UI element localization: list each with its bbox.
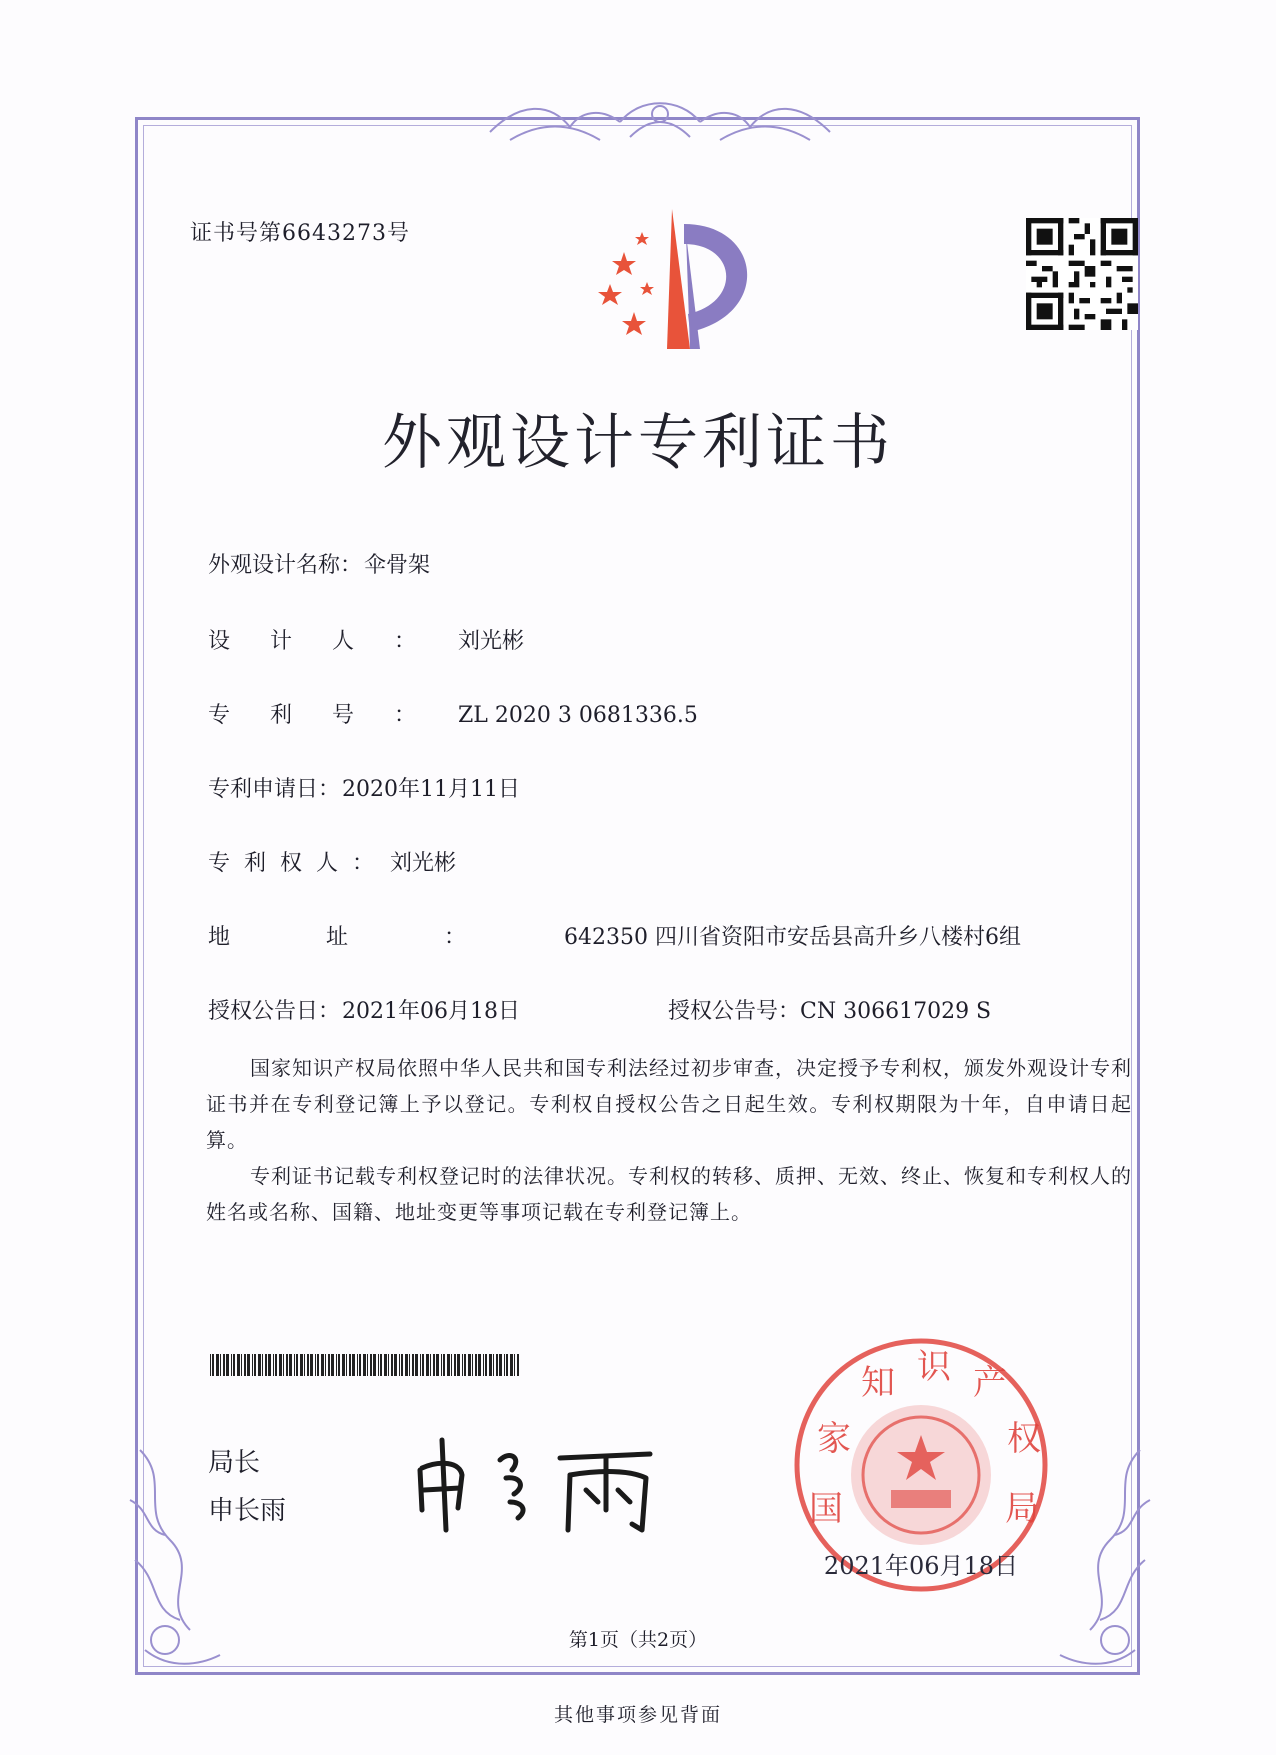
field-design-name [208,548,430,579]
director-signature [410,1430,670,1540]
body-paragraph-2: 专利证书记载专利权登记时的法律状况。专利权的转移、质押、无效、终止、恢复和专利权人的姓名或名称、国籍、地址变更等事项记载在专利登记簿上。 [206,1164,1132,1224]
field-value: 刘光彬 [390,851,457,876]
field-label: 授权公告号： [668,999,801,1024]
field-label: 设计人： [208,629,457,654]
field-value: 642350 四川省资阳市安岳县高升乡八楼村6组 [564,925,1021,950]
director-title: 局长 [208,1448,261,1478]
svg-text:知: 知 [861,1363,895,1403]
svg-text:产: 产 [973,1363,1007,1403]
certificate-number: 证书号第6643273号 [190,221,410,246]
page-number: 第1页（共2页） [568,1629,708,1651]
footer-note: 其他事项参见背面 [553,1704,722,1726]
certificate-title: 外观设计专利证书 [382,408,894,478]
field-label: 专利申请日： [208,777,341,802]
field-value: 2021年06月18日 [342,999,520,1024]
field-value: 刘光彬 [458,629,525,654]
svg-text:家: 家 [817,1419,851,1459]
field-label: 专利权人： [208,851,389,876]
director-name: 申长雨 [208,1496,287,1526]
field-value: 伞骨架 [364,553,431,578]
field-value: CN 306617029 S [800,999,992,1024]
field-label: 外观设计名称： [208,553,363,578]
svg-text:权: 权 [1007,1419,1041,1459]
body-paragraph-1: 国家知识产权局依照中华人民共和国专利法经过初步审查，决定授予专利权，颁发外观设计专利证书并在专利登记簿上予以登记。专利权自授权公告之日起生效。专利权期限为十年，自申请日起算。 [206,1056,1132,1152]
field-grant-number [668,994,991,1025]
field-label: 专利号： [208,703,457,728]
qr-code-icon [1026,218,1138,330]
barcode-icon [210,1354,520,1376]
seal-date: 2021年06月18日 [823,1552,1019,1580]
field-filing-date [208,772,520,803]
top-ornament [480,92,840,152]
field-designer [208,624,524,655]
field-value: ZL 2020 3 0681336.5 [458,703,698,728]
svg-text:国: 国 [809,1489,843,1529]
cnipa-logo-icon [572,204,762,354]
field-patent-number [208,698,698,729]
field-label: 地址： [208,925,563,950]
field-address [208,920,1021,951]
field-patentee [208,846,456,877]
field-grant-date [208,994,520,1025]
svg-text:识: 识 [917,1347,951,1387]
field-label: 授权公告日： [208,999,341,1024]
svg-text:局: 局 [1005,1489,1039,1529]
field-value: 2020年11月11日 [342,777,520,802]
